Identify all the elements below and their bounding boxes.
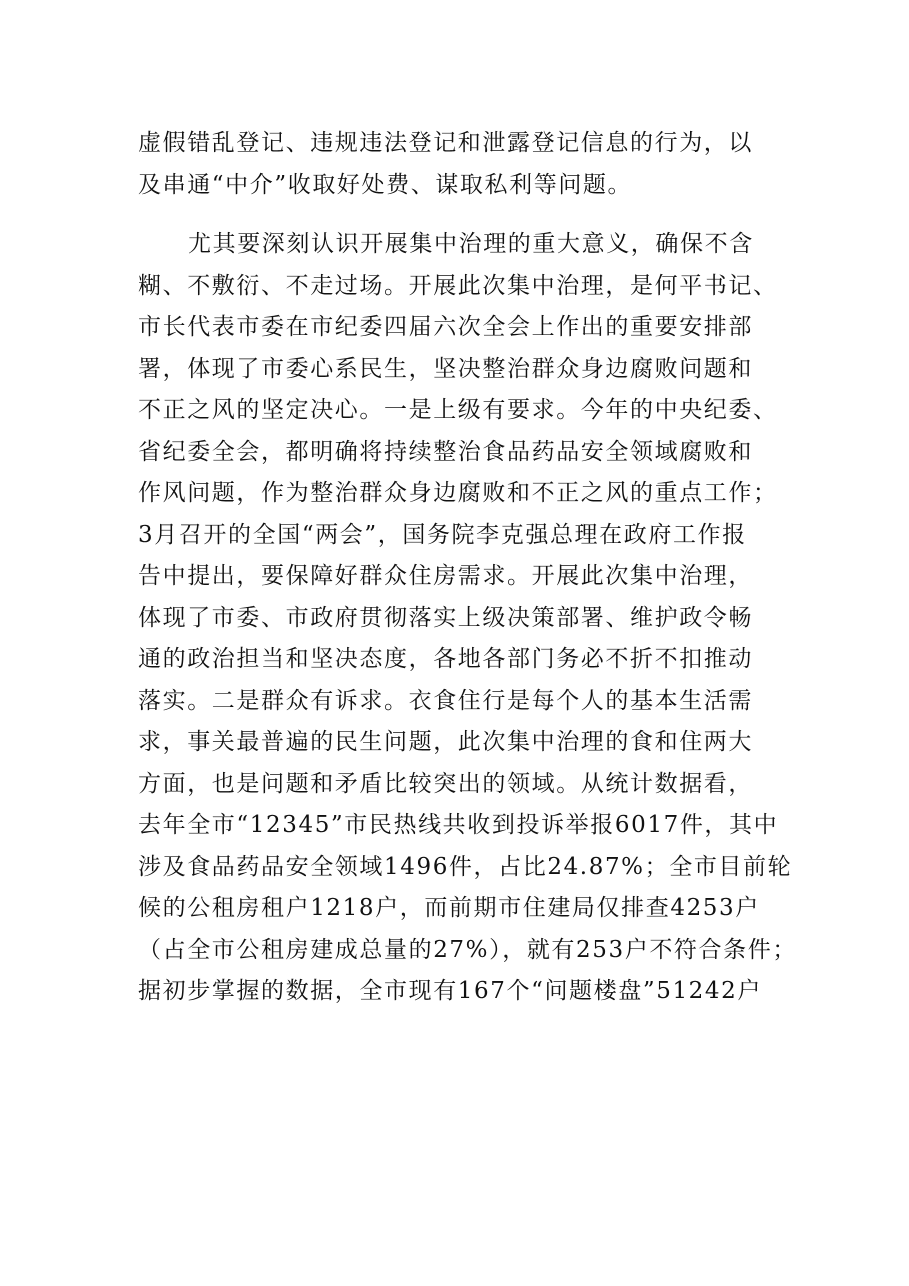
text-line: 通的政治担当和坚决态度，各地各部门务必不折不扣推动: [138, 646, 753, 672]
text-line: 涉及食品药品安全领域1496件，占比24.87%；全市目前轮: [138, 853, 793, 880]
text-line: 候的公租房租户1218户，而前期市住建局仅排查4253户: [138, 895, 760, 921]
text-line: 糊、不敷衍、不走过场。开展此次集中治理，是何平书记、: [138, 272, 778, 299]
text-line: 虚假错乱登记、违规违法登记和泄露登记信息的行为，以: [138, 130, 753, 156]
text-line: 方面，也是问题和矛盾比较突出的领域。从统计数据看，: [138, 770, 753, 797]
text-line: 求，事关最普遍的民生问题，此次集中治理的食和住两大: [138, 729, 753, 755]
text-line: 不正之风的坚定决心。一是上级有要求。今年的中央纪委、: [138, 397, 778, 423]
text-line: 及串通“中介”收取好处费、谋取私利等问题。: [138, 171, 633, 198]
text-line: 尤其要深刻认识开展集中治理的重大意义，确保不含: [188, 231, 754, 257]
text-line: （占全市公租房建成总量的27%），就有253户不符合条件；: [138, 936, 797, 963]
paragraph-gap: [138, 206, 778, 224]
document-body: [138, 123, 797, 1013]
text-line: 落实。二是群众有诉求。衣食住行是每个人的基本生活需: [138, 687, 753, 714]
text-line: 去年全市“12345”市民热线共收到投诉举报6017件，其中: [138, 812, 779, 838]
text-line: 体现了市委、市政府贯彻落实上级决策部署、维护政令畅: [138, 604, 753, 631]
text-line: 3月召开的全国“两会”，国务院李克强总理在政府工作报: [138, 521, 747, 548]
text-line: 据初步掌握的数据，全市现有167个“问题楼盘”51242户: [138, 978, 762, 1004]
text-line: 署，体现了市委心系民生，坚决整治群众身边腐败问题和: [138, 355, 753, 382]
text-line: 省纪委全会，都明确将持续整治食品药品安全领域腐败和: [138, 438, 753, 465]
text-line: 市长代表市委在市纪委四届六次全会上作出的重要安排部: [138, 314, 753, 340]
text-line: 作风问题，作为整治群众身边腐败和不正之风的重点工作；: [138, 480, 778, 506]
text-line: 告中提出，要保障好群众住房需求。开展此次集中治理，: [138, 563, 753, 589]
